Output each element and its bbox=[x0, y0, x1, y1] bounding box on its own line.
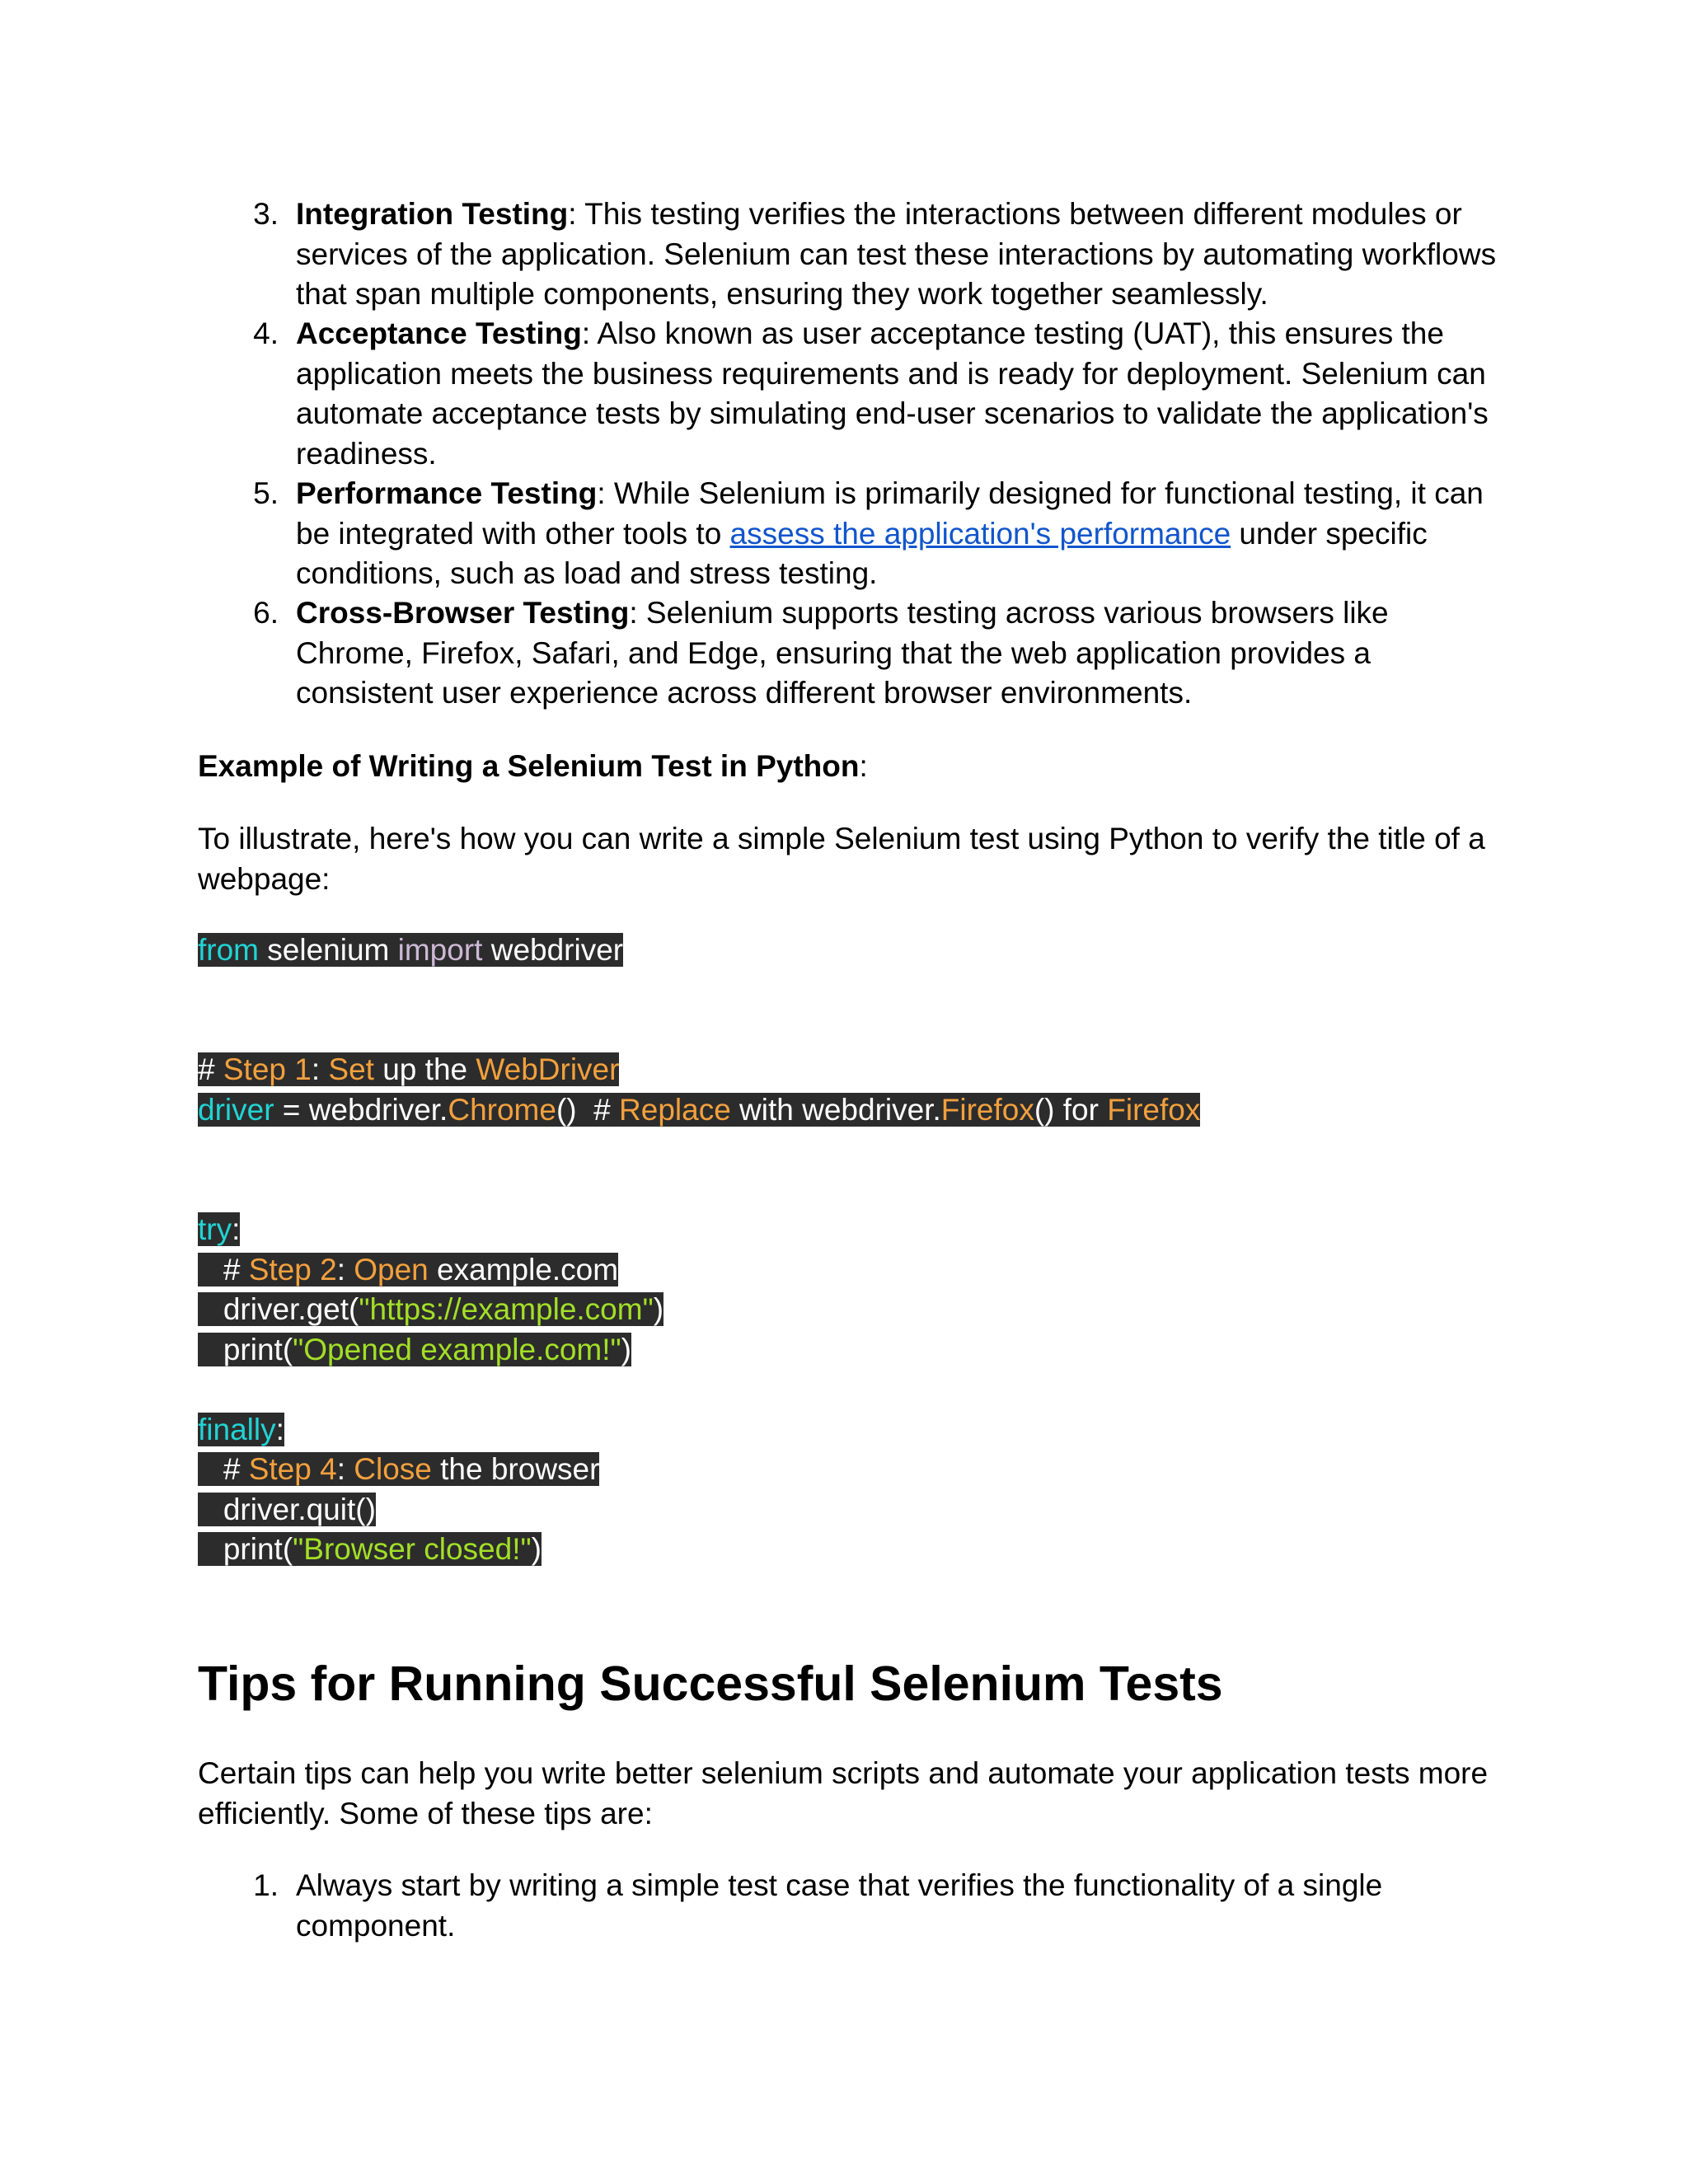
list-item-text: under specific conditions, such as load and stress testing. bbox=[296, 516, 1428, 590]
code-line: # Step 4: Close the browser bbox=[198, 1452, 600, 1486]
performance-link[interactable]: assess the application's performance bbox=[729, 516, 1231, 551]
list-item-term: Performance Testing bbox=[296, 476, 598, 510]
list-item-term: Acceptance Testing bbox=[296, 316, 582, 350]
section-heading: Tips for Running Successful Selenium Tests bbox=[198, 1657, 1223, 1711]
list-item-body: Always start by writing a simple test case that verifies the functionality of a single component. bbox=[296, 1868, 1383, 1943]
code-block bbox=[198, 930, 1201, 1570]
tips-intro: Certain tips can help you write better selenium scripts and automate your application tests more efficiently. Some of these tips are: bbox=[198, 1756, 1489, 1830]
code-line: finally: bbox=[198, 1412, 284, 1446]
code-line: # Step 1: Set up the WebDriver bbox=[198, 1052, 620, 1086]
list-item-text: : Selenium supports testing across various browsers like Chrome, Firefox, Safari, and Edge, ensuring that the web application provides a consistent user experience across different browser environments. bbox=[296, 596, 1389, 710]
list-number: 4. bbox=[253, 316, 279, 350]
list-item-body bbox=[296, 593, 1499, 714]
code-line: # Step 2: Open example.com bbox=[198, 1252, 619, 1286]
list-item-text: : Also known as user acceptance testing (UAT), this ensures the application meets the business requirements and is ready for deployment. Selenium can automate acceptance tests by simulating end-user scenarios to validate the application's readiness. bbox=[296, 316, 1489, 471]
list-item-text: : This testing verifies the interactions between different modules or services of the application. Selenium can test these interactions by automating workflows that span multiple components, ensuring they work together seamlessly. bbox=[296, 197, 1497, 311]
code-line: print("Browser closed!") bbox=[198, 1532, 542, 1566]
list-item-body bbox=[296, 314, 1499, 474]
list-item-term: Integration Testing bbox=[296, 197, 569, 231]
example-heading: Example of Writing a Selenium Test in Python: bbox=[198, 749, 868, 783]
code-line: print("Opened example.com!") bbox=[198, 1332, 631, 1366]
code-line: driver.quit() bbox=[198, 1492, 376, 1526]
list-number: 1. bbox=[253, 1868, 279, 1902]
example-intro: To illustrate, here's how you can write a simple Selenium test using Python to verify the title of a webpage: bbox=[198, 822, 1485, 896]
code-line: from selenium import webdriver bbox=[198, 933, 624, 967]
list-item-body bbox=[296, 474, 1499, 594]
code-line: try: bbox=[198, 1212, 241, 1246]
code-line: driver.get("https://example.com") bbox=[198, 1292, 664, 1326]
list-item-text: : While Selenium is primarily designed for functional testing, it can be integrated with other tools to bbox=[296, 476, 1484, 551]
code-line: driver = webdriver.Chrome() # Replace with webdriver.Firefox() for Firefox bbox=[198, 1092, 1201, 1127]
list-item-body bbox=[296, 194, 1499, 315]
list-item-term: Cross-Browser Testing bbox=[296, 596, 630, 630]
list-number: 6. bbox=[253, 596, 279, 630]
list-number: 5. bbox=[253, 476, 279, 510]
list-number: 3. bbox=[253, 197, 279, 231]
